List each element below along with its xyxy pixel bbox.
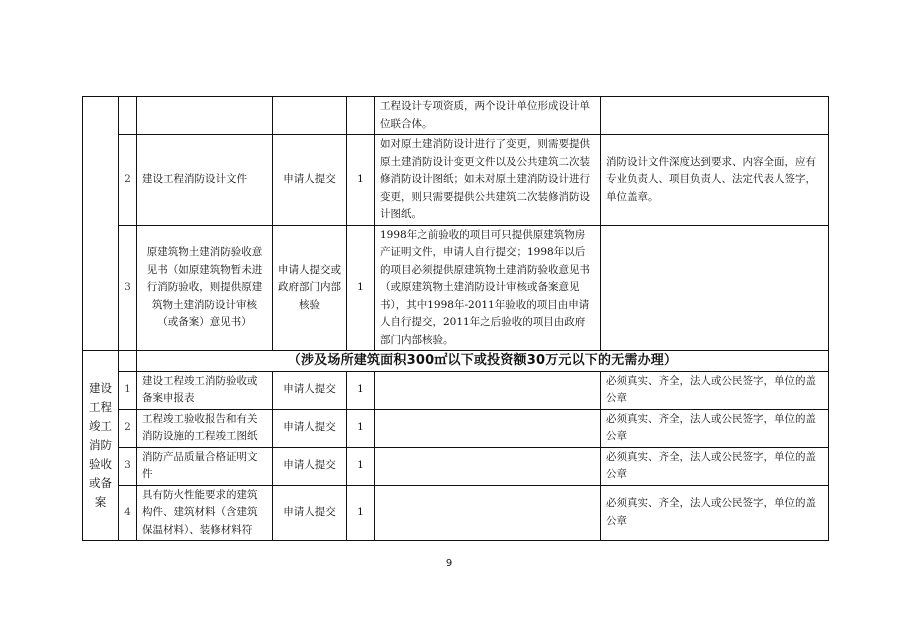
row-number: 3 (119, 225, 137, 351)
row-number: 3 (119, 447, 137, 485)
material-name-cell: 建设工程竣工消防验收或备案申报表 (137, 371, 273, 409)
material-name-cell: 原建筑物土建消防验收意见书（如原建筑物暂未进行消防验收，则提供原建筑物土建消防设计审核（或备案）意见书） (137, 225, 273, 351)
quantity-cell: 1 (347, 485, 375, 541)
table-row (83, 371, 829, 409)
table-row (83, 225, 829, 351)
source-cell: 申请人提交 (273, 485, 347, 541)
quantity-cell: 1 (347, 371, 375, 409)
table-row (83, 485, 829, 541)
no-cell (119, 351, 137, 372)
material-name-cell: 消防产品质量合格证明文件 (137, 447, 273, 485)
source-cell (273, 97, 347, 135)
table-row-continued (83, 97, 829, 135)
requirement-cell: 必须真实、齐全，法人或公民签字，单位的盖公章 (601, 409, 829, 447)
source-cell: 申请人提交 (273, 371, 347, 409)
table-row (83, 135, 829, 226)
quantity-cell (347, 97, 375, 135)
note-cell (375, 371, 601, 409)
note-cell (375, 409, 601, 447)
source-cell: 申请人提交 (273, 409, 347, 447)
category-cell: 建设工程竣工消防验收或备案 (83, 351, 119, 541)
material-name-cell: 建设工程消防设计文件 (137, 135, 273, 226)
notice-banner: （涉及场所建筑面积300㎡以下或投资额30万元以下的无需办理） (137, 351, 829, 372)
no-cell (119, 97, 137, 135)
source-cell: 申请人提交 (273, 135, 347, 226)
note-cell (375, 485, 601, 541)
material-name-cell: 具有防火性能要求的建筑构件、建筑材料（含建筑保温材料）、装修材料符 (137, 485, 273, 541)
row-number: 2 (119, 135, 137, 226)
note-cell (375, 447, 601, 485)
row-number: 4 (119, 485, 137, 541)
category-cell-previous (83, 97, 119, 351)
quantity-cell: 1 (347, 409, 375, 447)
table-row (83, 447, 829, 485)
row-number: 1 (119, 371, 137, 409)
row-number: 2 (119, 409, 137, 447)
material-name-cell: 工程竣工验收报告和有关消防设施的工程竣工图纸 (137, 409, 273, 447)
note-cell: 如对原土建消防设计进行了变更，则需要提供原土建消防设计变更文件以及公共建筑二次装修消防设计图纸；如未对原土建消防设计进行变更，则只需要提供公共建筑二次装修消防设计图纸。 (375, 135, 601, 226)
requirement-cell: 消防设计文件深度达到要求、内容全面，应有专业负责人、项目负责人、法定代表人签字，单位盖章。 (601, 135, 829, 226)
quantity-cell: 1 (347, 135, 375, 226)
material-name-cell (137, 97, 273, 135)
requirement-cell (601, 225, 829, 351)
requirement-cell: 必须真实、齐全，法人或公民签字，单位的盖公章 (601, 485, 829, 541)
requirement-cell: 必须真实、齐全，法人或公民签字，单位的盖公章 (601, 371, 829, 409)
requirement-cell (601, 97, 829, 135)
quantity-cell: 1 (347, 447, 375, 485)
table-row (83, 409, 829, 447)
quantity-cell: 1 (347, 225, 375, 351)
note-cell: 工程设计专项资质，两个设计单位形成设计单位联合体。 (375, 97, 601, 135)
source-cell: 申请人提交或政府部门内部核验 (273, 225, 347, 351)
requirement-cell: 必须真实、齐全，法人或公民签字，单位的盖公章 (601, 447, 829, 485)
page-number: 9 (445, 558, 453, 569)
materials-table (82, 96, 829, 541)
table-row-notice (83, 351, 829, 372)
note-cell: 1998年之前验收的项目可只提供原建筑物房产证明文件，申请人自行提交；1998年以后的项目必须提供原建筑物土建消防验收意见书（或原建筑物土建消防设计审核或备案意见书），其中1998年-2011年验收的项目由申请人自行提交，2011年之后验收的项目由政府部门内部核验。 (375, 225, 601, 351)
source-cell: 申请人提交 (273, 447, 347, 485)
